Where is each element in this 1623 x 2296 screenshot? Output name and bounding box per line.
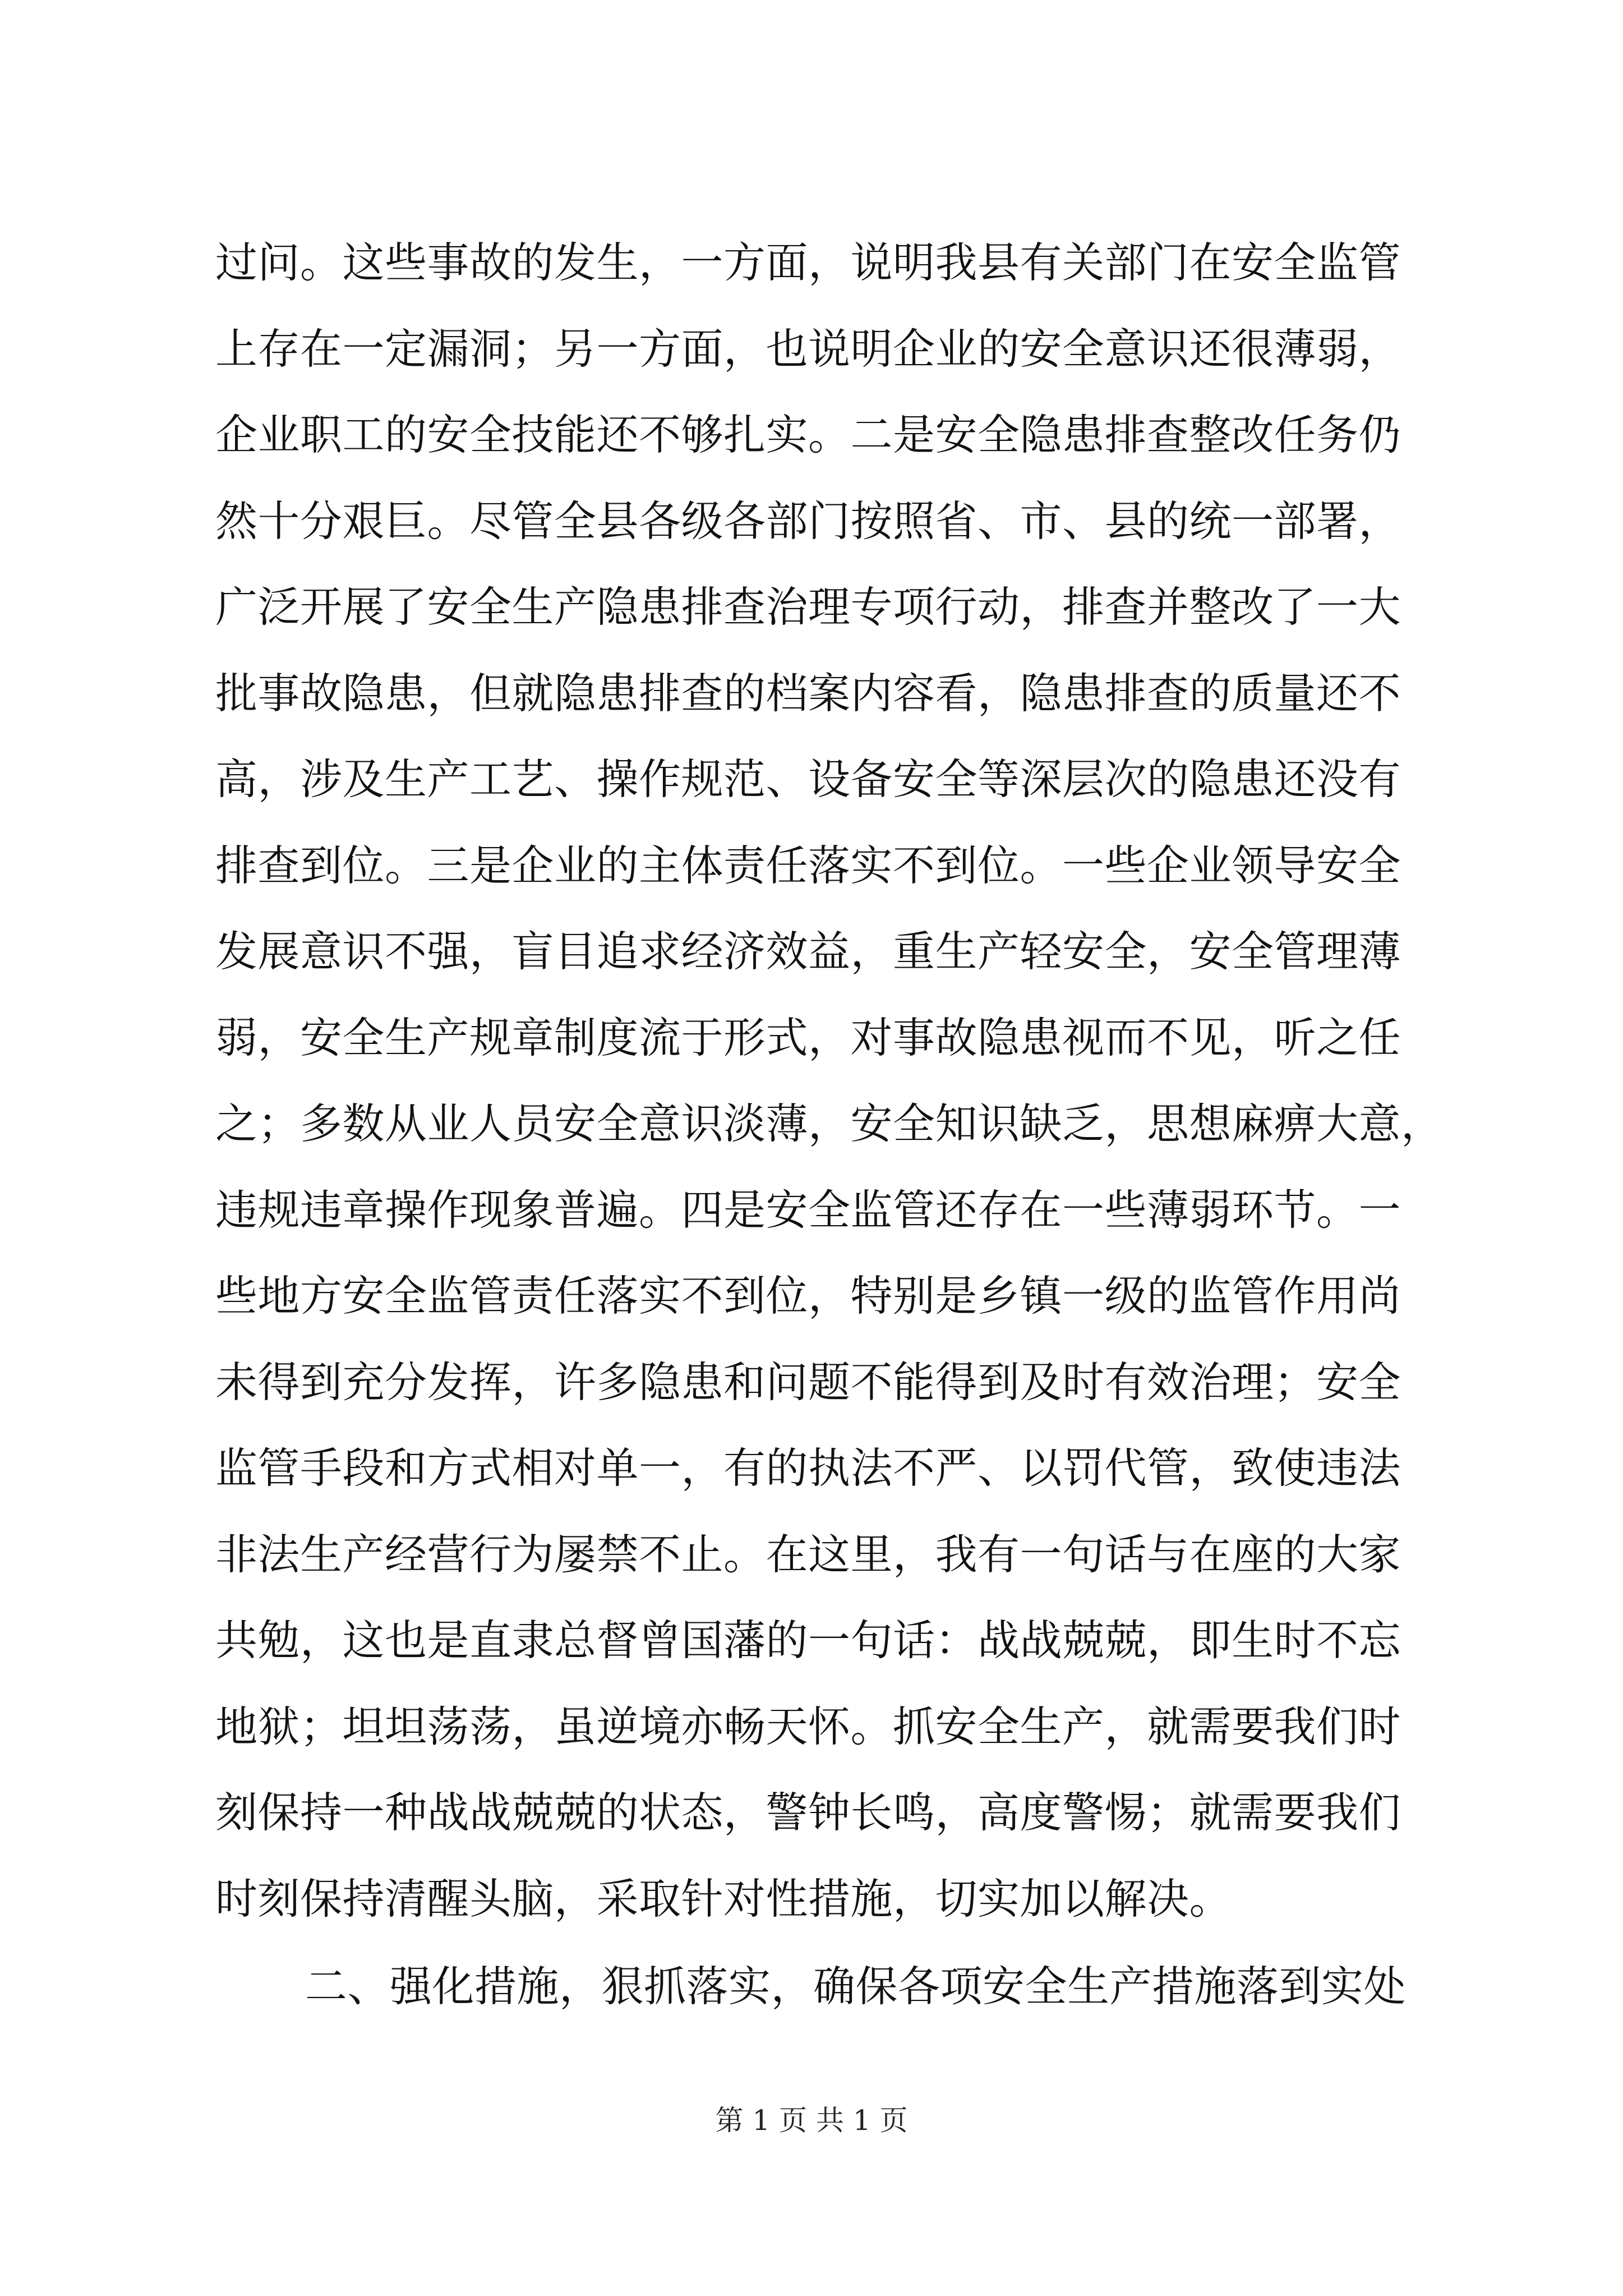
paragraph-line: 未得到充分发挥，许多隐患和问题不能得到及时有效治理；安全 xyxy=(215,1357,1401,1407)
paragraph-line: 弱，安全生产规章制度流于形式，对事故隐患视而不见，听之任 xyxy=(215,1013,1401,1062)
paragraph-line: 违规违章操作现象普遍。四是安全监管还存在一些薄弱环节。一 xyxy=(215,1185,1401,1235)
paragraph-line: 高，涉及生产工艺、操作规范、设备安全等深层次的隐患还没有 xyxy=(215,754,1401,804)
paragraph-line: 监管手段和方式相对单一，有的执法不严、以罚代管，致使违法 xyxy=(215,1443,1401,1493)
paragraph-line: 企业职工的安全技能还不够扎实。二是安全隐患排查整改任务仍 xyxy=(215,410,1401,459)
paragraph-line: 非法生产经营行为屡禁不止。在这里，我有一句话与在座的大家 xyxy=(215,1529,1401,1579)
paragraph-line: 排查到位。三是企业的主体责任落实不到位。一些企业领导安全 xyxy=(215,840,1401,890)
paragraph-line: 批事故隐患，但就隐患排查的档案内容看，隐患排查的质量还不 xyxy=(215,668,1401,718)
paragraph-line: 之；多数从业人员安全意识淡薄，安全知识缺乏，思想麻痹大意， xyxy=(215,1099,1444,1148)
paragraph-line: 刻保持一种战战兢兢的状态，警钟长鸣，高度警惕；就需要我们 xyxy=(215,1788,1401,1837)
page-footer: 第 1 页 共 1 页 xyxy=(715,2104,908,2137)
paragraph-line: 共勉，这也是直隶总督曾国藩的一句话：战战兢兢，即生时不忘 xyxy=(215,1616,1401,1665)
section-heading: 二、强化措施，狠抓落实，确保各项安全生产措施落到实处 xyxy=(305,1962,1407,2011)
paragraph-line: 过问。这些事故的发生，一方面，说明我县有关部门在安全监管 xyxy=(215,238,1401,287)
paragraph-line: 广泛开展了安全生产隐患排查治理专项行动，排查并整改了一大 xyxy=(215,582,1401,632)
paragraph-line: 地狱；坦坦荡荡，虽逆境亦畅天怀。抓安全生产，就需要我们时 xyxy=(215,1701,1401,1751)
paragraph-line: 然十分艰巨。尽管全县各级各部门按照省、市、县的统一部署， xyxy=(215,496,1401,546)
paragraph-line: 时刻保持清醒头脑，采取针对性措施，切实加以解决。 xyxy=(215,1874,1232,1924)
body-paragraph xyxy=(215,220,1444,1942)
paragraph-line: 上存在一定漏洞；另一方面，也说明企业的安全意识还很薄弱， xyxy=(215,324,1401,374)
paragraph-line: 发展意识不强，盲目追求经济效益，重生产轻安全，安全管理薄 xyxy=(215,927,1401,976)
paragraph-line: 些地方安全监管责任落实不到位，特别是乡镇一级的监管作用尚 xyxy=(215,1271,1401,1320)
